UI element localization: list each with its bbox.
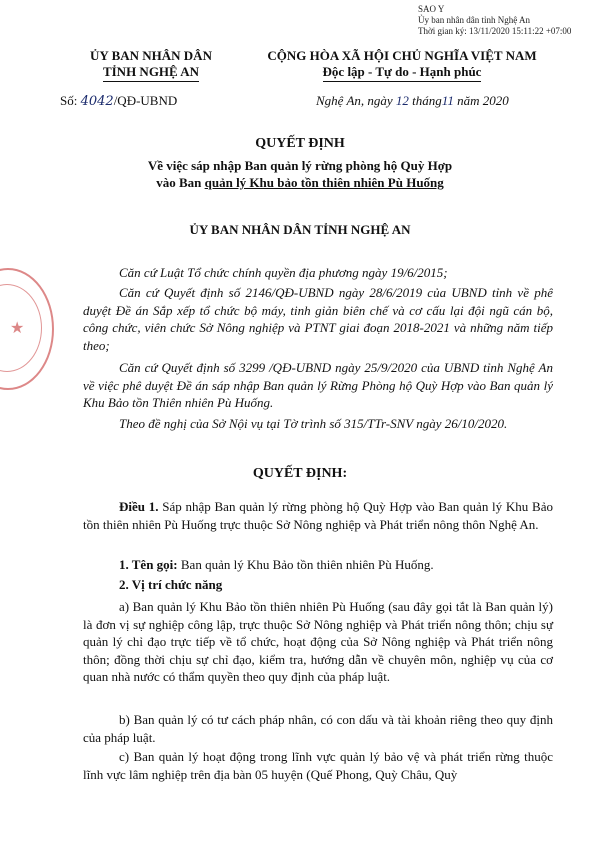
motto-line-2: Độc lập - Tự do - Hạnh phúc xyxy=(323,64,482,82)
national-motto xyxy=(252,48,552,82)
stamp-line-1: SAO Y xyxy=(418,4,445,14)
item-2-heading: 2. Vị trí chức năng xyxy=(119,577,223,592)
document-number xyxy=(60,93,177,109)
date-month: 11 xyxy=(441,93,454,108)
date-month-label: tháng xyxy=(412,93,442,108)
article-1 xyxy=(83,498,553,533)
paragraph-c: c) Ban quản lý hoạt động trong lĩnh vực quản lý bảo vệ và phát triển rừng thuộc lĩnh vực lâm nghiệp trên địa bàn 05 huyện (Quế Phong, Quỳ Châu, Quỳ xyxy=(83,749,553,782)
date-day: 12 xyxy=(395,93,409,108)
issuer-line-2: TỈNH NGHỆ AN xyxy=(103,64,199,82)
document-title: QUYẾT ĐỊNH xyxy=(255,136,345,151)
paragraph-b: b) Ban quản lý có tư cách pháp nhân, có con dấu và tài khoản riêng theo quy định của pháp luật. xyxy=(83,712,553,745)
digital-signature-stamp xyxy=(418,4,571,37)
subtitle-line-1: Về việc sáp nhập Ban quản lý rừng phòng hộ Quỳ Hợp xyxy=(147,158,453,173)
stamp-line-2: Ủy ban nhân dân tỉnh Nghệ An xyxy=(418,15,530,25)
authority-heading: ỦY BAN NHÂN DÂN TỈNH NGHỆ AN xyxy=(189,222,411,237)
issuer-line-1: ỦY BAN NHÂN DÂN xyxy=(90,48,212,63)
item-1-text: Ban quản lý Khu Bảo tồn thiên nhiên Pù Huống. xyxy=(177,557,434,572)
article-1-text: Sáp nhập Ban quản lý rừng phòng hộ Quỳ Hợp vào Ban quản lý Khu Bảo tồn thiên nhiên Pù Huống trực thuộc Sở Nông nghiệp và Phát triển nông thôn Nghệ An. xyxy=(83,499,553,532)
date-year: năm 2020 xyxy=(457,93,509,108)
basis-4: Theo đề nghị của Sở Nội vụ tại Tờ trình số 315/TTr-SNV ngày 26/10/2020. xyxy=(119,416,508,431)
seal-star-icon: ★ xyxy=(10,320,25,337)
article-1-label: Điều 1. xyxy=(119,499,159,514)
document-subtitle xyxy=(0,157,600,191)
basis-3: Căn cứ Quyết định số 3299 /QĐ-UBND ngày 25/9/2020 của UBND tỉnh Nghệ An về việc phê duyệt Đề án sáp nhập Ban quản lý Rừng Phòng hộ Quỳ Hợp vào Ban quản lý Khu Bảo tồn Thiên nhiên Pù Huống. xyxy=(83,360,553,410)
date-place: Nghệ An, ngày xyxy=(316,93,393,108)
doc-number-value: 4042 xyxy=(80,94,114,109)
doc-number-suffix: /QĐ-UBND xyxy=(113,93,178,108)
item-1-label: 1. Tên gọi: xyxy=(119,557,178,572)
paragraph-a: a) Ban quản lý Khu Bảo tồn thiên nhiên Pù Huống (sau đây gọi tắt là Ban quản lý) là đơn vị sự nghiệp công lập, trực thuộc Sở Nông nghiệp và Phát triển nông thôn; chịu sự quản lý chỉ đạo trực tiếp về tổ chức, hoạt động của Sở Nông nghiệp và Phát triển nông thôn; đồng thời chịu sự chỉ đạo, kiểm tra, hướng dẫn về chuyên môn, nghiệp vụ của cơ quan nhà nước có thẩm quyền theo quy định của pháp luật. xyxy=(83,599,553,684)
decision-heading: QUYẾT ĐỊNH: xyxy=(252,466,348,481)
document-date xyxy=(316,93,509,109)
subtitle-line-2-underlined: quản lý Khu bảo tồn thiên nhiên Pù Huống xyxy=(204,175,444,190)
basis-2: Căn cứ Quyết định số 2146/QĐ-UBND ngày 28/6/2019 của UBND tỉnh về phê duyệt Đề án Sắp xếp tổ chức bộ máy, tinh giản biên chế và cơ cấu lại đội ngũ cán bộ, công chức, viên chức Sở Nông nghiệp và PTNT giai đoạn 2018-2021 và những năm tiếp theo; xyxy=(83,285,553,353)
motto-line-1: CỘNG HÒA XÃ HỘI CHỦ NGHĨA VIỆT NAM xyxy=(267,48,537,63)
doc-number-prefix: Số: xyxy=(60,93,78,108)
item-1 xyxy=(83,556,553,574)
basis-1: Căn cứ Luật Tổ chức chính quyền địa phương ngày 19/6/2015; xyxy=(119,265,448,280)
issuing-authority xyxy=(66,48,236,82)
stamp-line-3: Thời gian ký: 13/11/2020 15:11:22 +07:00 xyxy=(418,26,572,36)
subtitle-line-2-prefix: vào Ban xyxy=(156,175,205,190)
